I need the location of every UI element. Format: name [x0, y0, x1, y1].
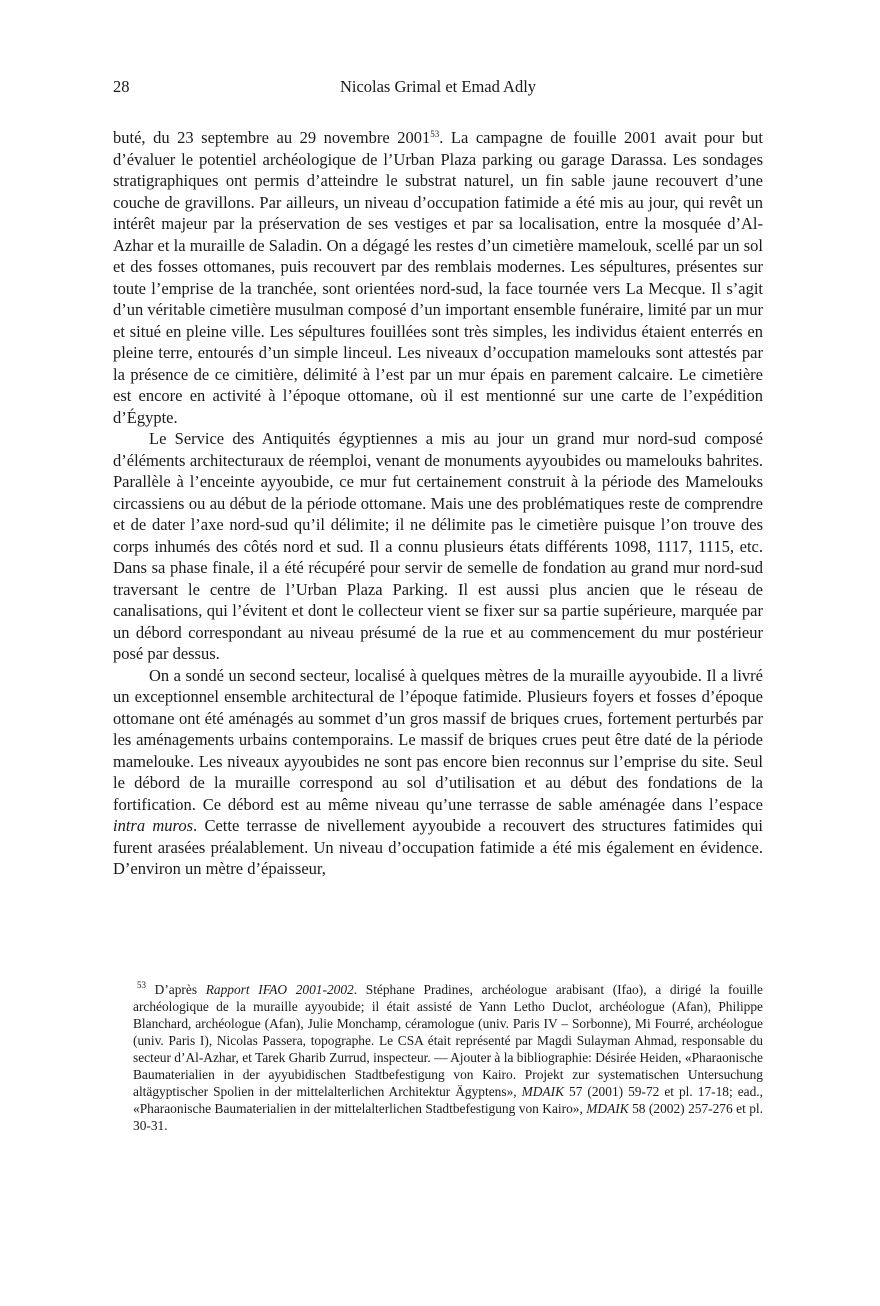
footnote-italic-2: MDAIK: [521, 1084, 565, 1099]
paragraph-2: Le Service des Antiquités égyptiennes a mis au jour un grand mur nord-sud composé d’éléments architecturaux de réemploi, venant de monuments ayyoubides ou mamelouks bahrites. Parallèle à l’enceinte ayyoubide, ce mur fut certainement construit à la période des Mamelouks circassiens ou au début de la période ottomane. Mais une des problématiques reste de comprendre et de dater l’axe nord-sud qu’il délimite; il ne délimite pas le cimetière puisque l’on trouve des corps inhumés des côtés nord et sud. Il a connu plusieurs états différents 1098, 1117, 1115, etc. Dans sa phase finale, il a été récupéré pour servir de semelle de fondation au grand mur nord-sud traversant le centre de l’Urban Plaza Parking. Il est aussi plus ancien que le réseau de canalisations, qui l’évitent et dont le collecteur vient se fixer sur sa partie supérieure, marquée par un débord correspondant au niveau présumé de la rue et au commencement du mur postérieur posé par dessus.: [113, 429, 763, 663]
paragraph-3-rest: . Cette terrasse de nivellement ayyoubide a recouvert des structures fatimides qui furent arasées préalablement. Un niveau d’occupation fatimide a été mis également en évidence. D’environ un mètre d’épaisseur,: [113, 816, 763, 878]
footnote-text-3: 57 (2001) 59-72 et pl. 17-18; ead., «Pharaonische Baumaterialien in der mittelalterlichen Stadtbefestigung von Kairo»,: [133, 1084, 763, 1116]
paragraph-1-rest: . La campagne de fouille 2001 avait pour but d’évaluer le potentiel archéologique de l’Urban Plaza parking ou garage Darassa. Les sondages stratigraphiques ont permis d’atteindre le substrat naturel, un fin sable jaune recouvert d’une couche de gravillons. Par ailleurs, un niveau d’occupation fatimide a été mis au jour, qui revêt un intérêt majeur par la préservation de ses vestiges et par sa localisation, entre la mosquée d’Al-Azhar et la muraille de Saladin. On a dégagé les restes d’un cimetière mamelouk, scellé par un sol et des fosses ottomanes, puis recouvert par des remblais modernes. Les sépultures, présentes sur toute l’emprise de la tranchée, sont orientées nord-sud, la face tournée vers La Mecque. Il s’agit d’un véritable cimetière musulman composé d’un important ensemble funéraire, limité par un mur et situé en pleine ville. Les sépultures fouillées sont très simples, les individus étaient enterrés en pleine terre, entourés d’un simple linceul. Les niveaux d’occupation mamelouks sont attestés par la présence de ce cimitière, délimité à l’est par un mur épais en parement calcaire. Le cimetière est encore en activité à l’époque ottomane, où il est mentionné sur une carte de l’expédition d’Égypte.: [113, 128, 763, 427]
running-title: Nicolas Grimal et Emad Adly: [339, 77, 537, 96]
running-header: [113, 77, 763, 99]
paragraph-3-italic: intra muros: [113, 816, 194, 835]
footnote-53: [133, 981, 763, 1134]
paragraph-3-start: On a sondé un second secteur, localisé à quelques mètres de la muraille ayyoubide. Il a livré un exceptionnel ensemble architectural de l’époque fatimide. Plusieurs foyers et fosses d’époque ottomane ont été aménagés au sommet d’un gros massif de briques crues, fortement perturbés par les aménagements urbains contemporains. Le massif de briques crues peut être daté de la période mamelouke. Les niveaux ayyoubides ne sont pas encore bien reconnus sur l’emprise du site. Seul le débord de la muraille correspond au sol d’utilisation et au début des fondations de la fortification. Ce débord est au même niveau qu’une terrasse de sable aménagée dans l’espace: [113, 665, 763, 814]
footnote-marker: 53: [137, 980, 146, 990]
footnote-italic-1: Rapport IFAO 2001-2002: [205, 982, 354, 997]
body-text: [113, 127, 763, 880]
footnote-reference-53[interactable]: 53: [430, 129, 440, 139]
paragraph-1-start: buté, du 23 septembre au 29 novembre 2001: [113, 128, 431, 147]
footnote-text-4: 58 (2002) 257-276 et pl. 30-31.: [133, 1101, 764, 1133]
page-number: 28: [113, 77, 130, 96]
footnotes: [133, 981, 763, 1134]
footnote-text-1: D’après: [146, 982, 206, 997]
footnote-italic-3: MDAIK: [586, 1101, 629, 1116]
footnote-text-2: . Stéphane Pradines, archéologue arabisant (Ifao), a dirigé la fouille archéologique de la muraille ayyoubide; il était assisté de Yann Letho Duclot, archéologue (Afan), Philippe Blanchard, archéologue (Afan), Julie Monchamp, céramologue (univ. Paris IV – Sorbonne), Mi Fourré, archéologue (univ. Paris I), Nicolas Passera, topographe. Le CSA était représenté par Magdi Sulayman Ahmad, responsable du secteur d’Al-Azhar, et Tarek Gharib Zurrud, inspecteur. — Ajouter à la bibliographie: Désirée Heiden, «Pharaonische Baumaterialien in der ayyubidischen Stadtbefestigung von Kairo. Projekt zur systematischen Untersuchung altägyptischer Spolien in der mittelalterlichen Architektur Ägyptens»,: [133, 982, 764, 1099]
paragraph-1: [113, 127, 763, 428]
paragraph-3: [113, 665, 763, 880]
